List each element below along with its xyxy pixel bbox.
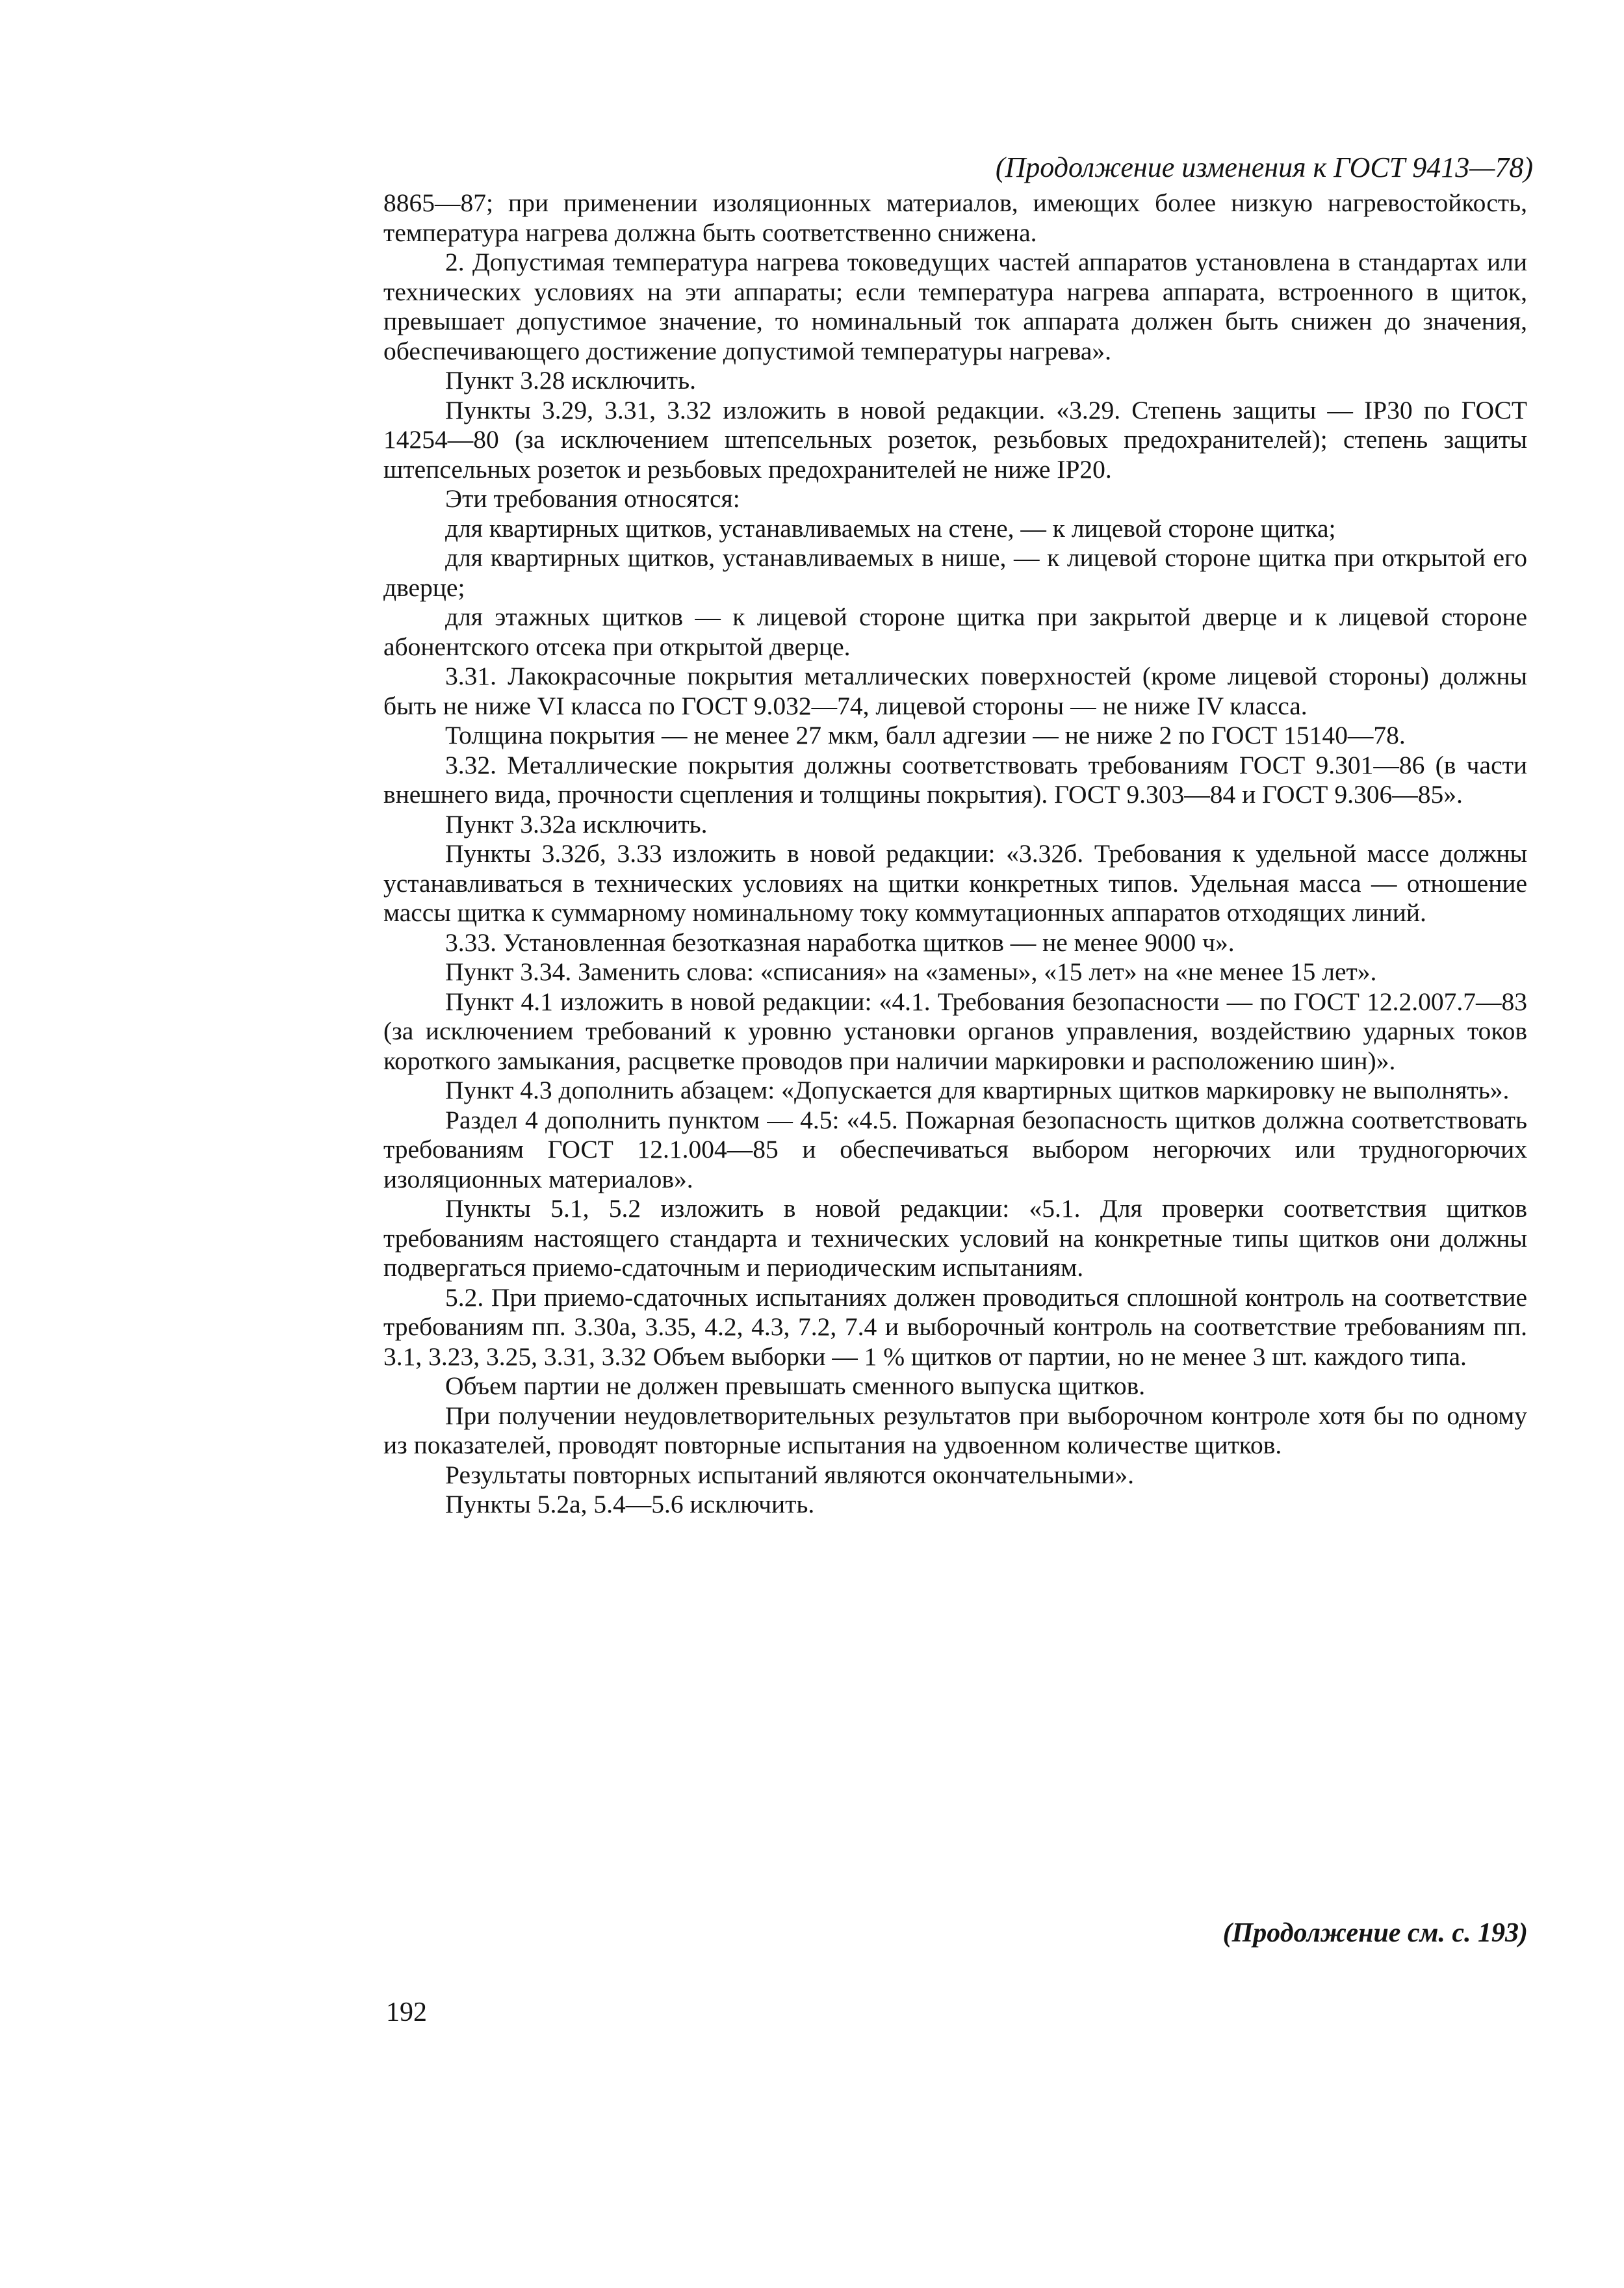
paragraph-3: Пункт 3.28 исключить. <box>445 366 696 395</box>
paragraph-16: Пункт 4.1 изложить в новой редакции: «4.1. Требования безопасности — по ГОСТ 12.2.007.7—83 (за исключением требований к уровню установки органов управления, воздействию ударных токов короткого замыкания, расцветке проводов при наличии маркировки и расположению шин)». <box>383 987 1527 1075</box>
paragraph-9: 3.31. Лакокрасочные покрытия металлических поверхностей (кроме лицевой стороны) должны быть не ниже VI класса по ГОСТ 9.032—74, лицевой стороны — не ниже IV класса. <box>383 662 1527 720</box>
paragraph-15: Пункт 3.34. Заменить слова: «списания» на «замены», «15 лет» на «не менее 15 лет». <box>445 957 1377 986</box>
paragraph-19: Пункты 5.1, 5.2 изложить в новой редакции: «5.1. Для проверки соответствия щитков требованиям настоящего стандарта и технических условий на конкретные типы щитков они должны подвергаться приемо-сдаточным и периодическим испытаниям. <box>383 1194 1527 1282</box>
paragraph-8: для этажных щитков — к лицевой стороне щитка при закрытой дверце и к лицевой стороне абонентского отсека при открытой дверце. <box>383 603 1527 661</box>
paragraph-10: Толщина покрытия — не менее 27 мкм, балл адгезии — не ниже 2 по ГОСТ 15140—78. <box>445 721 1406 749</box>
paragraph-13: Пункты 3.32б, 3.33 изложить в новой редакции: «3.32б. Требования к удельной массе должны устанавливаться в технических условиях на щитки конкретных типов. Удельная масса — отношение массы щитка к суммарному номинальному току коммутационных аппаратов отходящих линий. <box>383 839 1527 927</box>
paragraph-23: Результаты повторных испытаний являются окончательными». <box>445 1460 1135 1489</box>
paragraph-4: Пункты 3.29, 3.31, 3.32 изложить в новой редакции. «3.29. Степень защиты — IP30 по ГОСТ 14254—80 (за исключением штепсельных розеток, резьбовых предохранителей); степень защиты штепсельных розеток и резьбовых предохранителей не ниже IP20. <box>383 395 1527 484</box>
running-header: (Продолжение изменения к ГОСТ 9413—78) <box>995 151 1533 183</box>
paragraph-1: 8865—87; при применении изоляционных материалов, имеющих более низкую нагревостойкость, температура нагрева должна быть соответственно снижена. <box>383 188 1527 247</box>
paragraph-14: 3.33. Установленная безотказная наработка щитков — не менее 9000 ч». <box>445 928 1235 957</box>
paragraph-6: для квартирных щитков, устанавливаемых на стене, — к лицевой стороне щитка; <box>445 514 1336 543</box>
paragraph-18: Раздел 4 дополнить пунктом — 4.5: «4.5. Пожарная безопасность щитков должна соответствовать требованиям ГОСТ 12.1.004—85 и обеспечиваться выбором негорючих или трудногорючих изоляционных материалов». <box>383 1105 1527 1193</box>
paragraph-22: При получении неудовлетворительных результатов при выборочном контроле хотя бы по одному из показателей, проводят повторные испытания на удвоенном количестве щитков. <box>383 1401 1527 1459</box>
paragraph-24: Пункты 5.2а, 5.4—5.6 исключить. <box>445 1490 815 1518</box>
paragraph-12: Пункт 3.32а исключить. <box>445 809 708 838</box>
page-number: 192 <box>386 1997 427 2027</box>
paragraph-5: Эти требования относятся: <box>445 484 740 513</box>
paragraph-7: для квартирных щитков, устанавливаемых в нише, — к лицевой стороне щитка при открытой его дверце; <box>383 543 1527 602</box>
continuation-note: (Продолжение см. с. 193) <box>1222 1918 1528 1948</box>
paragraph-11: 3.32. Металлические покрытия должны соответствовать требованиям ГОСТ 9.301—86 (в части внешнего вида, прочности сцепления и толщины покрытия). ГОСТ 9.303—84 и ГОСТ 9.306—85». <box>383 750 1527 809</box>
paragraph-2: 2. Допустимая температура нагрева токоведущих частей аппаратов установлена в стандартах или технических условиях на эти аппараты; если температура нагрева аппарата, встроенного в щиток, превышает допустимое значение, то номинальный ток аппарата должен быть снижен до значения, обеспечивающего достижение допустимой температуры нагрева». <box>383 248 1527 365</box>
paragraph-17: Пункт 4.3 дополнить абзацем: «Допускается для квартирных щитков маркировку не выполнять». <box>445 1076 1510 1104</box>
paragraph-21: Объем партии не должен превышать сменного выпуска щитков. <box>445 1372 1146 1400</box>
paragraph-20: 5.2. При приемо-сдаточных испытаниях должен проводиться сплошной контроль на соответствие требованиям пп. 3.30а, 3.35, 4.2, 4.3, 7.2, 7.4 и выборочный контроль на соответствие требованиям пп. 3.1, 3.23, 3.25, 3.31, 3.32 Объем выборки — 1 % щитков от партии, но не менее 3 шт. каждого типа. <box>383 1282 1527 1371</box>
body-text <box>383 188 1527 1520</box>
